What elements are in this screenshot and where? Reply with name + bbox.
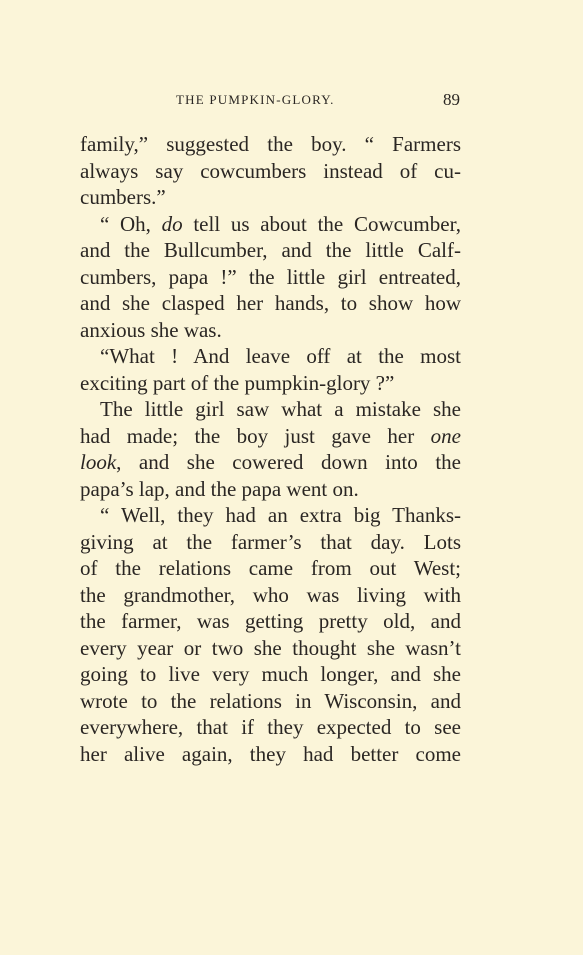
text-line [80, 449, 461, 476]
text-line: “What ! And leave off at the most [100, 344, 461, 368]
text-span: had made; the boy just gave her [80, 423, 431, 448]
page-number: 89 [443, 90, 460, 109]
text-line: everywhere, that if they expected to see [80, 715, 461, 739]
text-line: The little girl saw what a mistake she [100, 397, 461, 421]
text-span: tell us about the Cowcumber, [182, 211, 461, 236]
text-line: the grandmother, who was living with [80, 582, 461, 607]
body-text [80, 131, 461, 767]
text-line [80, 423, 461, 450]
text-line: the farmer, was getting pretty old, and [80, 609, 461, 633]
text-line [80, 211, 461, 238]
text-line: of the relations came from out West; [80, 556, 461, 580]
text-line: anxious she was. [80, 317, 222, 342]
text-line: cumbers.” [80, 185, 166, 209]
text-line: exciting part of the pumpkin-glory ?” [80, 370, 395, 395]
italic-text: one [430, 423, 461, 448]
text-line: wrote to the relations in Wisconsin, and [80, 688, 461, 713]
text-line: and the Bullcumber, and the little Calf- [80, 238, 461, 262]
text-line: papa’s lap, and the papa went on. [80, 476, 359, 501]
text-span: “ Oh, [100, 211, 162, 236]
text-line: “ Well, they had an extra big Thanks- [100, 503, 461, 527]
text-line: every year or two she thought she wasn’t [80, 635, 461, 660]
text-line: cumbers, papa !” the little girl entreated, [80, 264, 461, 289]
text-line: and she clasped her hands, to show how [80, 291, 461, 315]
text-line: her alive again, they had better come [80, 741, 461, 766]
italic-text: do [161, 211, 183, 236]
text-span: , and she cowered down into the [116, 450, 461, 474]
italic-text: look [80, 450, 117, 474]
text-line: giving at the farmer’s that day. Lots [80, 529, 461, 554]
text-line: family,” suggested the boy. “ Farmers [80, 132, 461, 156]
running-head [80, 92, 460, 112]
running-title: THE PUMPKIN-GLORY. [176, 92, 335, 107]
text-line: always say cowcumbers instead of cu- [80, 158, 461, 183]
text-line: going to live very much longer, and she [80, 662, 461, 686]
